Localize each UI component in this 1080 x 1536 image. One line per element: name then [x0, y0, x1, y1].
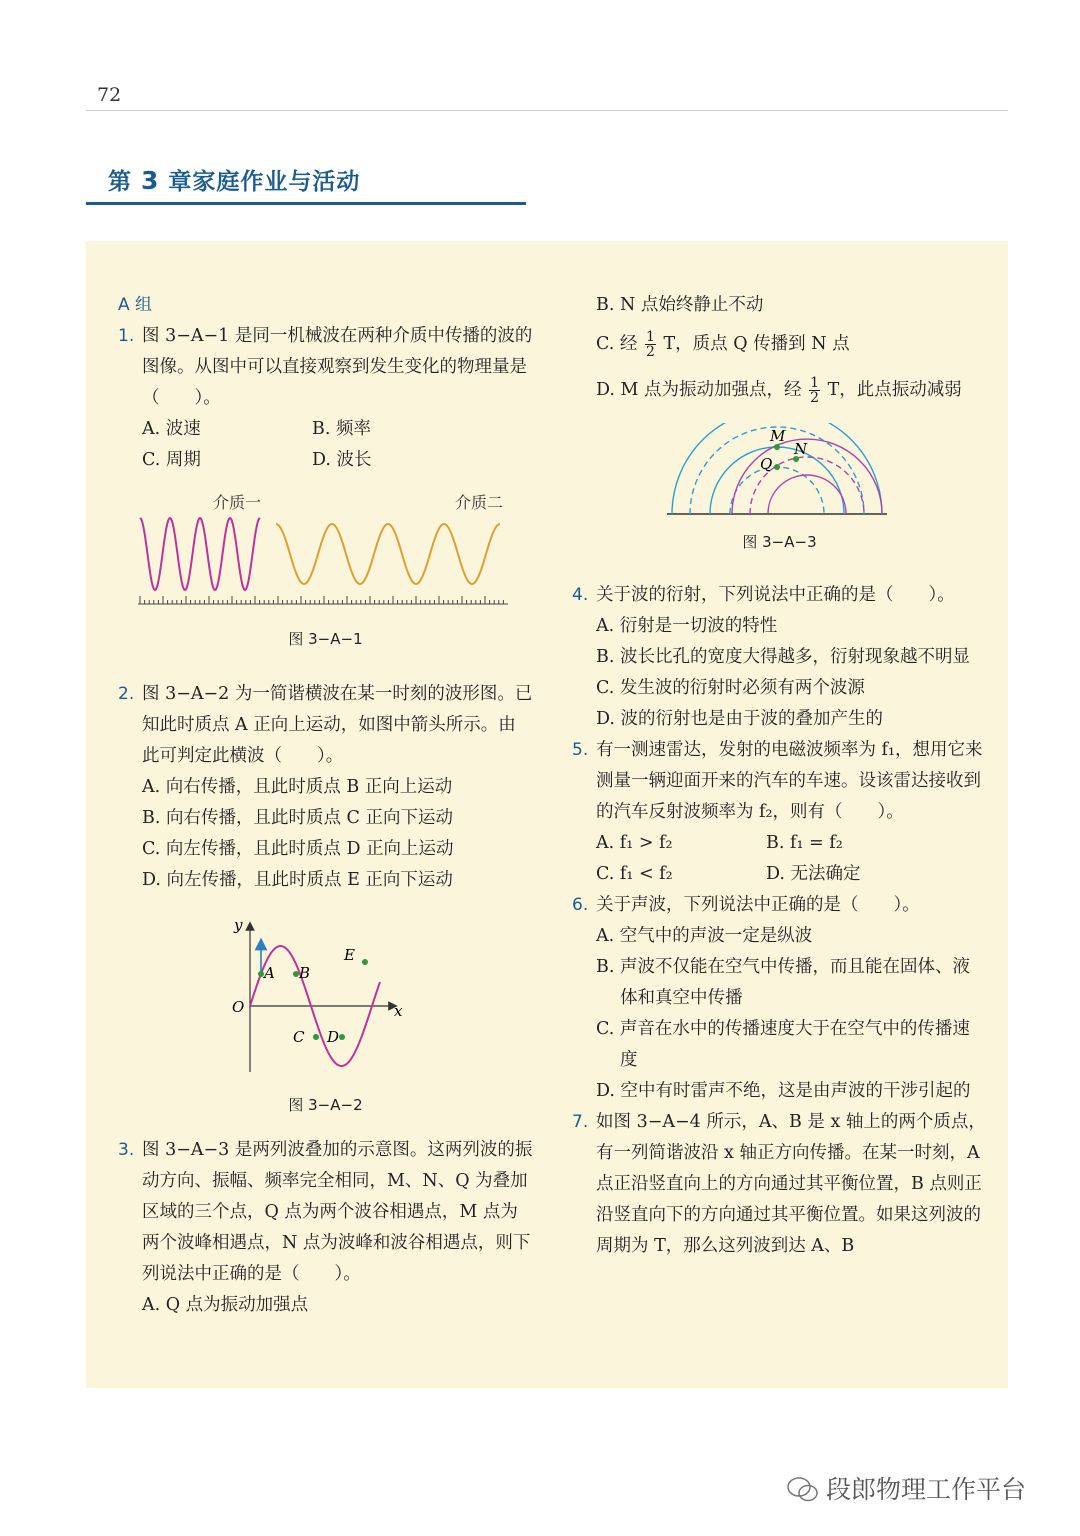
- label-N: N: [794, 440, 808, 458]
- option-d-start: D. M 点为振动加强点，经: [596, 380, 802, 400]
- option-b: B. f₁ = f₂: [766, 833, 843, 853]
- question-7: [572, 1107, 987, 1262]
- option-b: B. 向右传播，且此时质点 C 正向下运动: [142, 808, 453, 828]
- question-number: 5.: [572, 740, 589, 760]
- question-6: [572, 890, 987, 921]
- left-column: [118, 290, 533, 1321]
- option-c: [572, 321, 987, 367]
- options-row: [118, 414, 533, 445]
- ruler-ticks: [140, 596, 503, 604]
- question-text: 关于声波，下列说法中正确的是（ ）。: [596, 895, 920, 915]
- chapter-number: 3: [141, 166, 160, 195]
- option-a: A. 衍射是一切波的特性: [596, 616, 778, 636]
- question-2: [118, 679, 533, 772]
- fraction-denominator: 2: [645, 344, 655, 360]
- option-d: D. 向左传播，且此时质点 E 正向下运动: [142, 870, 453, 890]
- fraction-denominator: 2: [810, 390, 820, 406]
- figure-caption: 图 3−A−2: [288, 1096, 363, 1114]
- question-text: 图 3−A−2 为一简谐横波在某一时刻的波形图。已知此时质点 A 正向上运动，如图中箭头所示。由此可判定此横波（ ）。: [142, 684, 533, 766]
- option-c-end: T，质点 Q 传播到 N 点: [663, 334, 850, 354]
- label-C: C: [293, 1028, 305, 1046]
- medium2-label: 介质二: [455, 493, 504, 512]
- wave-medium1: [140, 518, 260, 590]
- question-3: [118, 1135, 533, 1290]
- chapter-suffix: 章家庭作业与活动: [159, 169, 361, 195]
- option-d-end: T，此点振动减弱: [827, 380, 962, 400]
- option-a: A. 波速: [142, 419, 201, 439]
- label-A: A: [264, 964, 275, 982]
- watermark: 段郎物理工作平台: [826, 1475, 1027, 1504]
- fraction-half: [645, 330, 656, 359]
- y-label: y: [234, 916, 243, 934]
- origin-label: O: [232, 998, 245, 1016]
- label-E: E: [344, 946, 355, 964]
- option-d: D. 波长: [312, 450, 372, 470]
- chapter-underline: [86, 202, 526, 205]
- chapter-title: [108, 163, 360, 196]
- question-number: 6.: [572, 895, 589, 915]
- point-Q: [774, 464, 780, 470]
- option-a: A. f₁ > f₂: [596, 833, 673, 853]
- question-number: 4.: [572, 585, 589, 605]
- question-text: 图 3−A−3 是两列波叠加的示意图。这两列波的振动方向、振幅、频率完全相同，M、N、Q 为叠加区域的三个点，Q 点为两个波谷相遇点，M 点为两个波峰相遇点，N 点为波峰和波谷相遇点，则下列说法中正确的是（ ）。: [142, 1140, 533, 1284]
- medium1-label: 介质一: [213, 493, 262, 512]
- label-D: D: [327, 1028, 340, 1046]
- wave-front-circle: [768, 475, 846, 514]
- x-label: x: [394, 1002, 403, 1020]
- right-column: [572, 290, 987, 1262]
- question-number: 2.: [118, 684, 135, 704]
- question-text: 有一测速雷达，发射的电磁波频率为 f₁，想用它来测量一辆迎面开来的汽车的车速。设该雷达接收到的汽车反射波频率为 f₂，则有（ ）。: [596, 740, 983, 822]
- option-c: C. f₁ < f₂: [596, 864, 673, 884]
- figure-caption: 图 3−A−3: [742, 533, 817, 551]
- wave-medium2: [276, 524, 500, 584]
- option-c: C. 声音在水中的传播速度大于在空气中的传播速度: [596, 1019, 970, 1070]
- wechat-icon: [786, 1475, 820, 1505]
- option-a: A. Q 点为振动加强点: [142, 1295, 309, 1315]
- option-b: B. 频率: [312, 419, 371, 439]
- question-text: 关于波的衍射，下列说法中正确的是（ ）。: [596, 585, 955, 605]
- point-D: [339, 1034, 345, 1040]
- point-E: [362, 959, 368, 965]
- question-number: 7.: [572, 1112, 589, 1132]
- fraction-half: [809, 376, 820, 405]
- option-d: D. 无法确定: [766, 864, 861, 884]
- options-row: [118, 445, 533, 476]
- fraction-numerator: 1: [645, 329, 655, 345]
- figure-3-A-1: [118, 486, 533, 616]
- figure-3-A-3: [572, 423, 987, 523]
- header-rule: [86, 110, 1008, 111]
- option-a: A. 空气中的声波一定是纵波: [596, 926, 813, 946]
- figure-3-A-2: [118, 912, 533, 1082]
- wave-front-circle: [710, 447, 844, 514]
- option-b: B. 波长比孔的宽度大得越多，衍射现象越不明显: [596, 647, 970, 667]
- question-number: 3.: [118, 1140, 135, 1160]
- label-B: B: [299, 964, 311, 982]
- page-number: 72: [97, 84, 122, 106]
- options-row: [572, 859, 987, 890]
- option-d: [572, 367, 987, 413]
- option-b: B. N 点始终静止不动: [596, 295, 764, 315]
- group-heading: A 组: [118, 295, 153, 315]
- fraction-numerator: 1: [810, 375, 820, 391]
- option-d: D. 波的衍射也是由于波的叠加产生的: [596, 709, 884, 729]
- label-M: M: [770, 427, 786, 445]
- question-1: [118, 321, 533, 414]
- label-Q: Q: [760, 455, 773, 473]
- option-d: D. 空中有时雷声不绝，这是由声波的干涉引起的: [596, 1081, 971, 1101]
- option-b: B. 声波不仅能在空气中传播，而且能在固体、液体和真空中传播: [596, 957, 970, 1008]
- options-row: [572, 828, 987, 859]
- question-4: [572, 580, 987, 611]
- option-c: C. 发生波的衍射时必须有两个波源: [596, 678, 865, 698]
- option-c: C. 向左传播，且此时质点 D 正向上运动: [142, 839, 454, 859]
- question-5: [572, 735, 987, 828]
- figure-caption: 图 3−A−1: [288, 630, 363, 648]
- question-text: 如图 3−A−4 所示，A、B 是 x 轴上的两个质点，有一列简谐波沿 x 轴正方向传播。在某一时刻，A 点正沿竖直向上的方向通过其平衡位置，B 点则正沿竖直向下的方向通过其平衡位置。如果这列波的周期为 T，那么这列波到达 A、B: [596, 1112, 986, 1256]
- option-c-start: C. 经: [596, 334, 638, 354]
- question-text: 图 3−A−1 是同一机械波在两种介质中传播的波的图像。从图中可以直接观察到发生变化的物理量是（ ）。: [142, 326, 533, 408]
- question-number: 1.: [118, 326, 135, 346]
- point-C: [313, 1034, 319, 1040]
- option-a: A. 向右传播，且此时质点 B 正向上运动: [142, 777, 453, 797]
- chapter-prefix: 第: [108, 169, 142, 195]
- option-c: C. 周期: [142, 450, 201, 470]
